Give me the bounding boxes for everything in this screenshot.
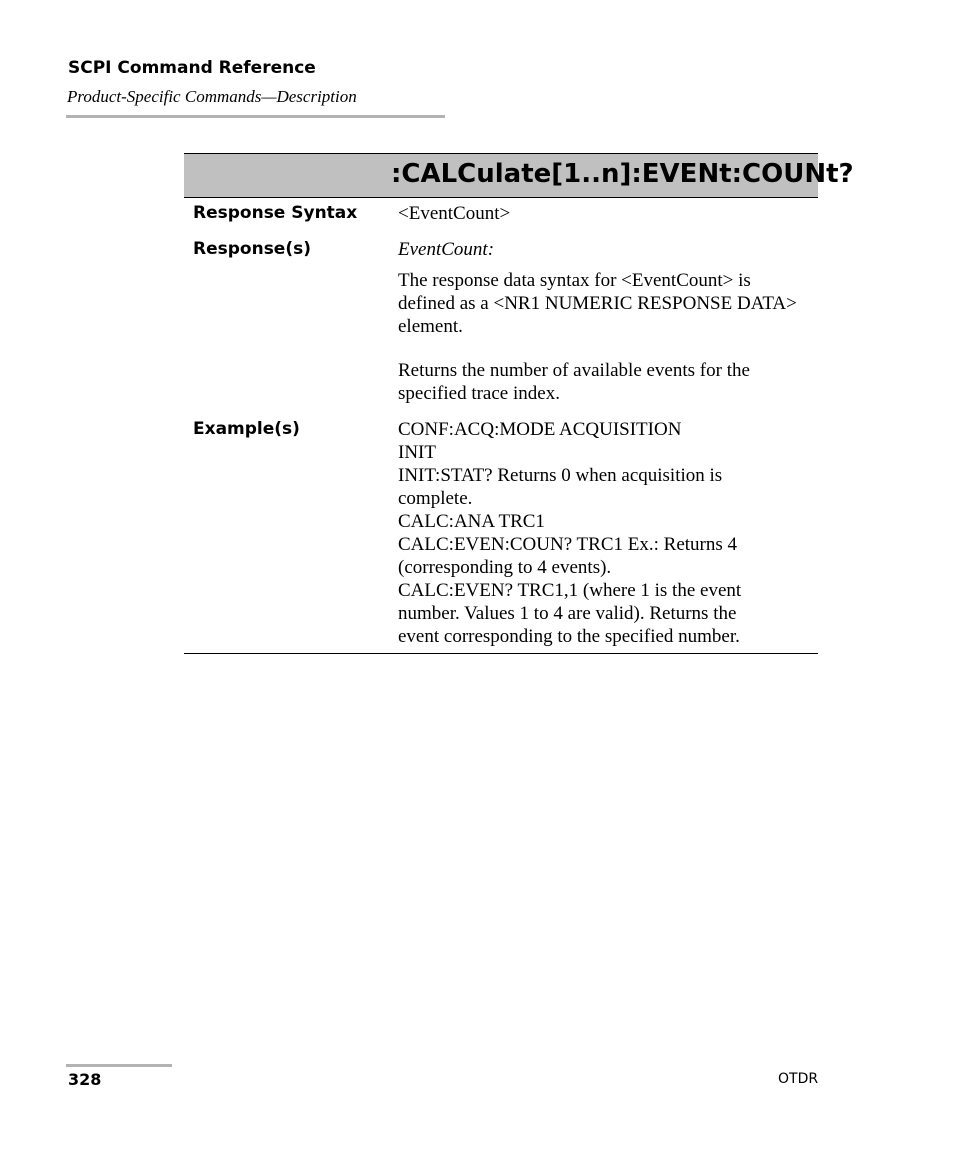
example-line: CALC:ANA TRC1 bbox=[398, 511, 545, 532]
example-line: CALC:EVEN? TRC1,1 (where 1 is the event bbox=[398, 580, 742, 601]
responses-paragraph-1 bbox=[398, 269, 813, 338]
section-subtitle: Product-Specific Commands—Description bbox=[67, 87, 357, 106]
example-line: number. Values 1 to 4 are valid). Returns the bbox=[398, 603, 737, 624]
text-line: specified trace index. bbox=[398, 383, 560, 404]
footer-divider bbox=[66, 1064, 172, 1067]
example-line: complete. bbox=[398, 488, 473, 509]
text-line: The response data syntax for <EventCount> is bbox=[398, 270, 751, 291]
example-line: CONF:ACQ:MODE ACQUISITION bbox=[398, 419, 682, 440]
text-line: defined as a <NR1 NUMERIC RESPONSE DATA> bbox=[398, 293, 797, 314]
responses-label: Response(s) bbox=[193, 239, 311, 259]
example-line: event corresponding to the specified number. bbox=[398, 626, 740, 647]
response-syntax-value: <EventCount> bbox=[398, 203, 511, 224]
example-line: (corresponding to 4 events). bbox=[398, 557, 612, 578]
responses-param: EventCount: bbox=[398, 239, 495, 260]
response-syntax-label: Response Syntax bbox=[193, 203, 358, 223]
header-divider bbox=[66, 115, 445, 118]
example-line: CALC:EVEN:COUN? TRC1 Ex.: Returns 4 bbox=[398, 534, 738, 555]
text-line: element. bbox=[398, 316, 463, 337]
text-line: Returns the number of available events for the bbox=[398, 360, 750, 381]
command-title: :CALCulate[1..n]:EVENt:COUNt? bbox=[391, 159, 854, 189]
table-bottom-rule bbox=[184, 653, 818, 654]
examples-block bbox=[398, 418, 813, 648]
example-line: INIT:STAT? Returns 0 when acquisition is bbox=[398, 465, 723, 486]
product-name: OTDR bbox=[778, 1071, 819, 1087]
examples-label: Example(s) bbox=[193, 419, 300, 439]
responses-paragraph-2 bbox=[398, 359, 813, 405]
chapter-title: SCPI Command Reference bbox=[68, 58, 316, 78]
example-line: INIT bbox=[398, 442, 436, 463]
page-number: 328 bbox=[68, 1070, 102, 1089]
